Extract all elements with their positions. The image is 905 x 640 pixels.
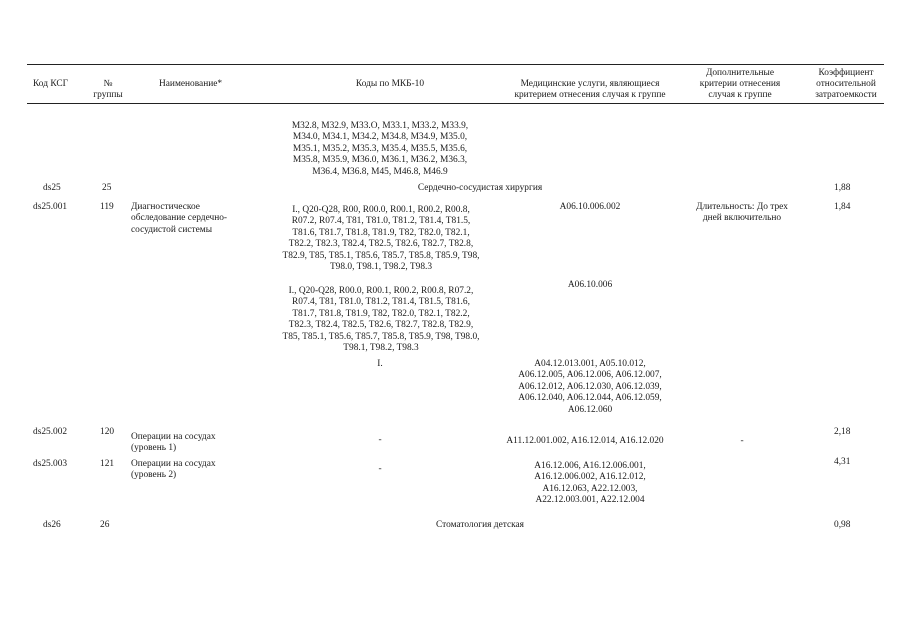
row-ds25-003-services: A16.12.006, A16.12.006.001, A16.12.006.002, A16.12.012, A16.12.063, A22.12.003, A22.12.003.001, A22.12.004 [534,461,646,506]
header-col-coef-line1: Коэффициент [818,68,874,78]
header-col-coef-line3: затратоемкости [815,90,877,100]
row-ds25-001-num: 119 [100,202,114,212]
row-ds25-002-name: Операции на сосудах (уровень 1) [131,432,216,454]
row-ds26-code: ds26 [43,520,61,530]
row-ds25-003-coef: 4,31 [834,457,851,467]
row-ds25-001-extra: Длительность: До трех дней включительно [696,202,788,224]
header-col-coef-line2: относительной [816,79,876,89]
header-top-rule [27,64,884,65]
top-icd-codes: M32.8, M32.9, M33.O, M33.1, M33.2, M33.9, M34.0, M34.1, M34.2, M34.8, M34.9, M35.0, M35.1, M35.2, M35.3, M35.4, M35.5, M35.6, M35.8, M35.9, M36.0, M36.1, M36.2, M36.3, M36.4, M36.8, M45, M46.8, M46.9 [291,121,469,177]
row-ds25-002-service: A11.12.001.002, A16.12.014, A16.12.020 [506,436,664,446]
row-ds25-001-service-a: A06.10.006.002 [559,202,621,212]
header-col-extra-line3: случая к группе [708,90,772,100]
row-ds25-coef: 1,88 [834,183,851,193]
row-ds26-title: Стоматология детская [435,520,524,530]
row-ds25-001-icd-a: I., Q20-Q28, R00, R00.0, R00.1, R00.2, R00.8, R07.2, R07.4, T81, T81.0, T81.2, T81.4, T81.5, T81.6, T81.7, T81.8, T81.9, T82, T82.0, T82.1, T82.2, T82.3, T82.4, T82.5, T82.6, T82.7, T82.8, T82.9, T85, T85.1, T85.6, T85.7, T85.8, T85.9, T98, T98.0, T98.1, T98.2, T98.3 [282,205,480,273]
header-col-code: Код КСГ [33,79,69,89]
row-ds25-title: Сердечно-сосудистая хирургия [417,183,543,193]
header-col-num-line2: группы [93,90,123,100]
header-col-num-line1: № [103,79,113,89]
row-ds26-num: 26 [100,520,110,530]
row-ds25-001-icd-c: I. [377,359,383,369]
row-ds25-002-num: 120 [100,427,115,437]
header-col-name: Наименование* [159,79,223,89]
row-ds25-num: 25 [102,183,112,193]
header-col-services-line1: Медицинские услуги, являющиеся [520,79,660,89]
row-ds25-001-icd-b: I., Q20-Q28, R00.0, R00.1, R00.2, R00.8, R07.2, R07.4, T81, T81.0, T81.2, T81.4, T81.5, T81.6, T81.7, T81.8, T81.9, T82, T82.0, T82.1, T82.2, T82.3, T82.4, T82.5, T82.6, T82.7, T82.8, T82.9, T85, T85.1, T85.6, T85.7, T85.8, T85.9, T98, T98.0, T98.1, T98.2, T98.3 [282,286,480,354]
row-ds25-001-service-b: A06.10.006 [567,280,613,290]
row-ds25-002-coef: 2,18 [834,427,851,437]
row-ds25-003-code: ds25.003 [33,459,68,469]
header-col-services-line2: критерием отнесения случая к группе [514,90,666,100]
row-ds26-coef: 0,98 [834,520,851,530]
row-ds25-003-icd: - [378,464,382,474]
header-bottom-rule [27,103,884,104]
header-col-icd: Коды по МКБ-10 [355,79,425,89]
header-col-extra-line2: критерии отнесения [699,79,781,89]
row-ds25-001-name: Диагностическое обследование сердечно- сосудистой системы [131,202,228,235]
row-ds25-001-coef: 1,84 [834,202,851,212]
row-ds25-001-service-c: A04.12.013.001, A05.10.012, A06.12.005, A06.12.006, A06.12.007, A06.12.012, A06.12.030, A06.12.039, A06.12.040, A06.12.044, A06.12.059, A06.12.060 [518,359,662,415]
row-ds25-001-code: ds25.001 [33,202,68,212]
row-ds25-003-num: 121 [100,459,115,469]
row-ds25-002-code: ds25.002 [33,427,68,437]
row-ds25-code: ds25 [43,183,61,193]
row-ds25-003-name: Операции на сосудах (уровень 2) [131,459,216,481]
row-ds25-002-extra: - [740,436,744,446]
header-col-extra-line1: Дополнительные [705,68,775,78]
row-ds25-002-icd: - [378,435,382,445]
